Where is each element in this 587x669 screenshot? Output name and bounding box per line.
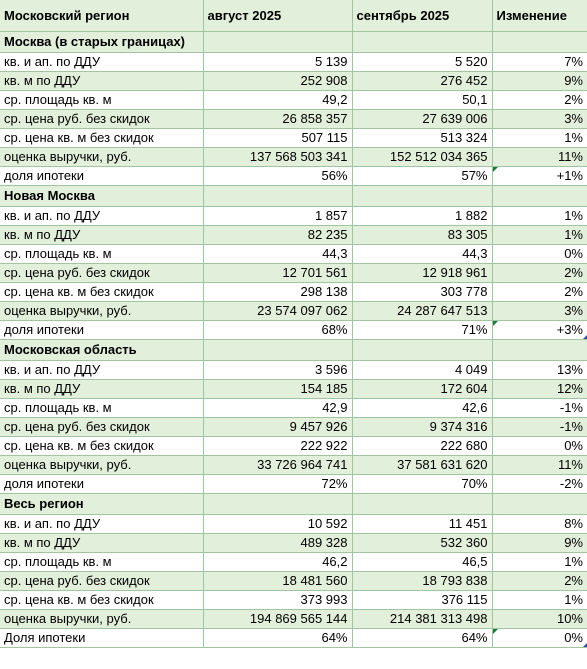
september-value[interactable]: 18 793 838 bbox=[352, 571, 492, 590]
metric-label[interactable]: ср. цена руб. без скидок bbox=[0, 417, 203, 436]
header-august[interactable]: август 2025 bbox=[203, 0, 352, 31]
august-value[interactable]: 56% bbox=[203, 166, 352, 185]
september-value[interactable]: 1 882 bbox=[352, 206, 492, 225]
header-september[interactable]: сентябрь 2025 bbox=[352, 0, 492, 31]
august-value[interactable]: 9 457 926 bbox=[203, 417, 352, 436]
empty-cell[interactable] bbox=[352, 493, 492, 514]
september-value[interactable]: 27 639 006 bbox=[352, 109, 492, 128]
september-value[interactable]: 376 115 bbox=[352, 590, 492, 609]
august-value[interactable]: 252 908 bbox=[203, 71, 352, 90]
august-value[interactable]: 507 115 bbox=[203, 128, 352, 147]
section-header-row bbox=[0, 31, 587, 52]
august-value[interactable]: 194 869 565 144 bbox=[203, 609, 352, 628]
metric-label[interactable]: ср. цена кв. м без скидок bbox=[0, 282, 203, 301]
change-value[interactable]: 8% bbox=[492, 514, 587, 533]
change-value[interactable]: +3% bbox=[492, 320, 587, 339]
august-value[interactable]: 44,3 bbox=[203, 244, 352, 263]
metric-label[interactable]: ср. площадь кв. м bbox=[0, 244, 203, 263]
august-value[interactable]: 46,2 bbox=[203, 552, 352, 571]
table-row bbox=[0, 628, 587, 647]
change-value[interactable]: 1% bbox=[492, 128, 587, 147]
table-row bbox=[0, 514, 587, 533]
change-value[interactable]: 2% bbox=[492, 282, 587, 301]
august-value[interactable]: 3 596 bbox=[203, 360, 352, 379]
metric-label[interactable]: доля ипотеки bbox=[0, 166, 203, 185]
table-row bbox=[0, 455, 587, 474]
table-row bbox=[0, 379, 587, 398]
september-value[interactable]: 12 918 961 bbox=[352, 263, 492, 282]
september-value[interactable]: 71% bbox=[352, 320, 492, 339]
metric-label[interactable]: ср. площадь кв. м bbox=[0, 90, 203, 109]
table-row bbox=[0, 90, 587, 109]
table-row bbox=[0, 474, 587, 493]
august-value[interactable]: 42,9 bbox=[203, 398, 352, 417]
table-row bbox=[0, 206, 587, 225]
table-row bbox=[0, 109, 587, 128]
september-value[interactable]: 5 520 bbox=[352, 52, 492, 71]
empty-cell[interactable] bbox=[352, 339, 492, 360]
august-value[interactable]: 23 574 097 062 bbox=[203, 301, 352, 320]
change-value[interactable]: +1% bbox=[492, 166, 587, 185]
change-value[interactable]: -1% bbox=[492, 398, 587, 417]
metric-label[interactable]: кв. и ап. по ДДУ bbox=[0, 206, 203, 225]
header-change[interactable]: Изменение bbox=[492, 0, 587, 31]
table-row bbox=[0, 128, 587, 147]
metric-label[interactable]: оценка выручки, руб. bbox=[0, 609, 203, 628]
section-header-row bbox=[0, 185, 587, 206]
metric-label[interactable]: кв. м по ДДУ bbox=[0, 533, 203, 552]
august-value[interactable]: 68% bbox=[203, 320, 352, 339]
section-header-row bbox=[0, 339, 587, 360]
change-value[interactable]: -1% bbox=[492, 417, 587, 436]
table-row bbox=[0, 147, 587, 166]
change-value[interactable]: 1% bbox=[492, 206, 587, 225]
august-value[interactable]: 26 858 357 bbox=[203, 109, 352, 128]
change-value[interactable]: 0% bbox=[492, 244, 587, 263]
change-value[interactable]: 3% bbox=[492, 109, 587, 128]
metric-label[interactable]: оценка выручки, руб. bbox=[0, 455, 203, 474]
september-value[interactable]: 152 512 034 365 bbox=[352, 147, 492, 166]
change-value[interactable]: 1% bbox=[492, 552, 587, 571]
empty-cell[interactable] bbox=[352, 31, 492, 52]
metric-label[interactable]: кв. м по ДДУ bbox=[0, 379, 203, 398]
metric-label[interactable]: доля ипотеки bbox=[0, 320, 203, 339]
change-value[interactable]: 9% bbox=[492, 71, 587, 90]
august-value[interactable]: 10 592 bbox=[203, 514, 352, 533]
section-title[interactable]: Весь регион bbox=[0, 493, 203, 514]
september-value[interactable]: 46,5 bbox=[352, 552, 492, 571]
section-title[interactable]: Новая Москва bbox=[0, 185, 203, 206]
september-value[interactable]: 513 324 bbox=[352, 128, 492, 147]
table-row bbox=[0, 166, 587, 185]
table-row bbox=[0, 301, 587, 320]
september-value[interactable]: 303 778 bbox=[352, 282, 492, 301]
august-value[interactable]: 154 185 bbox=[203, 379, 352, 398]
august-value[interactable]: 33 726 964 741 bbox=[203, 455, 352, 474]
september-value[interactable]: 83 305 bbox=[352, 225, 492, 244]
table-row bbox=[0, 590, 587, 609]
table-row bbox=[0, 71, 587, 90]
change-value[interactable]: 11% bbox=[492, 147, 587, 166]
august-value[interactable]: 18 481 560 bbox=[203, 571, 352, 590]
table-row bbox=[0, 263, 587, 282]
empty-cell[interactable] bbox=[352, 185, 492, 206]
table-row bbox=[0, 552, 587, 571]
september-value[interactable]: 9 374 316 bbox=[352, 417, 492, 436]
metric-label[interactable]: ср. площадь кв. м bbox=[0, 398, 203, 417]
september-value[interactable]: 222 680 bbox=[352, 436, 492, 455]
empty-cell[interactable] bbox=[492, 493, 587, 514]
september-value[interactable]: 64% bbox=[352, 628, 492, 647]
table-row bbox=[0, 52, 587, 71]
change-value[interactable]: 7% bbox=[492, 52, 587, 71]
august-value[interactable]: 64% bbox=[203, 628, 352, 647]
change-value[interactable]: 10% bbox=[492, 609, 587, 628]
change-value[interactable]: 2% bbox=[492, 571, 587, 590]
table-row bbox=[0, 225, 587, 244]
change-value[interactable]: 2% bbox=[492, 263, 587, 282]
metric-label[interactable]: ср. цена руб. без скидок bbox=[0, 109, 203, 128]
september-value[interactable]: 24 287 647 513 bbox=[352, 301, 492, 320]
metric-label[interactable]: кв. м по ДДУ bbox=[0, 225, 203, 244]
empty-cell[interactable] bbox=[203, 31, 352, 52]
table-row bbox=[0, 436, 587, 455]
table-row bbox=[0, 244, 587, 263]
header-region[interactable]: Московский регион bbox=[0, 0, 203, 31]
september-value[interactable]: 57% bbox=[352, 166, 492, 185]
table-row bbox=[0, 609, 587, 628]
table-row bbox=[0, 360, 587, 379]
change-value[interactable]: 0% bbox=[492, 436, 587, 455]
empty-cell[interactable] bbox=[492, 31, 587, 52]
change-value[interactable]: 0% bbox=[492, 628, 587, 647]
table-body bbox=[0, 31, 587, 647]
september-value[interactable]: 214 381 313 498 bbox=[352, 609, 492, 628]
change-value[interactable]: 1% bbox=[492, 225, 587, 244]
metric-label[interactable]: кв. и ап. по ДДУ bbox=[0, 360, 203, 379]
september-value[interactable]: 70% bbox=[352, 474, 492, 493]
september-value[interactable]: 42,6 bbox=[352, 398, 492, 417]
august-value[interactable]: 1 857 bbox=[203, 206, 352, 225]
table-row bbox=[0, 320, 587, 339]
change-value[interactable]: 2% bbox=[492, 90, 587, 109]
august-value[interactable]: 72% bbox=[203, 474, 352, 493]
metric-label[interactable]: оценка выручки, руб. bbox=[0, 147, 203, 166]
august-value[interactable]: 373 993 bbox=[203, 590, 352, 609]
september-value[interactable]: 172 604 bbox=[352, 379, 492, 398]
august-value[interactable]: 12 701 561 bbox=[203, 263, 352, 282]
metric-label[interactable]: Доля ипотеки bbox=[0, 628, 203, 647]
metric-label[interactable]: ср. цена кв. м без скидок bbox=[0, 436, 203, 455]
september-value[interactable]: 44,3 bbox=[352, 244, 492, 263]
metric-label[interactable]: кв. и ап. по ДДУ bbox=[0, 52, 203, 71]
metric-label[interactable]: кв. и ап. по ДДУ bbox=[0, 514, 203, 533]
september-value[interactable]: 532 360 bbox=[352, 533, 492, 552]
change-value[interactable]: 1% bbox=[492, 590, 587, 609]
change-value[interactable]: 12% bbox=[492, 379, 587, 398]
august-value[interactable]: 82 235 bbox=[203, 225, 352, 244]
table-row bbox=[0, 282, 587, 301]
metric-label[interactable]: кв. м по ДДУ bbox=[0, 71, 203, 90]
empty-cell[interactable] bbox=[203, 339, 352, 360]
august-value[interactable]: 49,2 bbox=[203, 90, 352, 109]
metric-label[interactable]: оценка выручки, руб. bbox=[0, 301, 203, 320]
metric-label[interactable]: ср. цена кв. м без скидок bbox=[0, 128, 203, 147]
header-row bbox=[0, 0, 587, 31]
september-value[interactable]: 37 581 631 620 bbox=[352, 455, 492, 474]
empty-cell[interactable] bbox=[203, 493, 352, 514]
september-value[interactable]: 50,1 bbox=[352, 90, 492, 109]
section-header-row bbox=[0, 493, 587, 514]
change-value[interactable]: 13% bbox=[492, 360, 587, 379]
august-value[interactable]: 489 328 bbox=[203, 533, 352, 552]
change-value[interactable]: 3% bbox=[492, 301, 587, 320]
change-value[interactable]: -2% bbox=[492, 474, 587, 493]
table-row bbox=[0, 571, 587, 590]
table-row bbox=[0, 533, 587, 552]
september-value[interactable]: 276 452 bbox=[352, 71, 492, 90]
section-title[interactable]: Московская область bbox=[0, 339, 203, 360]
metric-label[interactable]: доля ипотеки bbox=[0, 474, 203, 493]
change-value[interactable]: 11% bbox=[492, 455, 587, 474]
empty-cell[interactable] bbox=[492, 185, 587, 206]
table-row bbox=[0, 417, 587, 436]
august-value[interactable]: 222 922 bbox=[203, 436, 352, 455]
september-value[interactable]: 4 049 bbox=[352, 360, 492, 379]
table-row bbox=[0, 398, 587, 417]
august-value[interactable]: 5 139 bbox=[203, 52, 352, 71]
august-value[interactable]: 298 138 bbox=[203, 282, 352, 301]
empty-cell[interactable] bbox=[203, 185, 352, 206]
section-title[interactable]: Москва (в старых границах) bbox=[0, 31, 203, 52]
empty-cell[interactable] bbox=[492, 339, 587, 360]
metric-label[interactable]: ср. цена руб. без скидок bbox=[0, 571, 203, 590]
metric-label[interactable]: ср. площадь кв. м bbox=[0, 552, 203, 571]
change-value[interactable]: 9% bbox=[492, 533, 587, 552]
august-value[interactable]: 137 568 503 341 bbox=[203, 147, 352, 166]
september-value[interactable]: 11 451 bbox=[352, 514, 492, 533]
metric-label[interactable]: ср. цена руб. без скидок bbox=[0, 263, 203, 282]
metric-label[interactable]: ср. цена кв. м без скидок bbox=[0, 590, 203, 609]
